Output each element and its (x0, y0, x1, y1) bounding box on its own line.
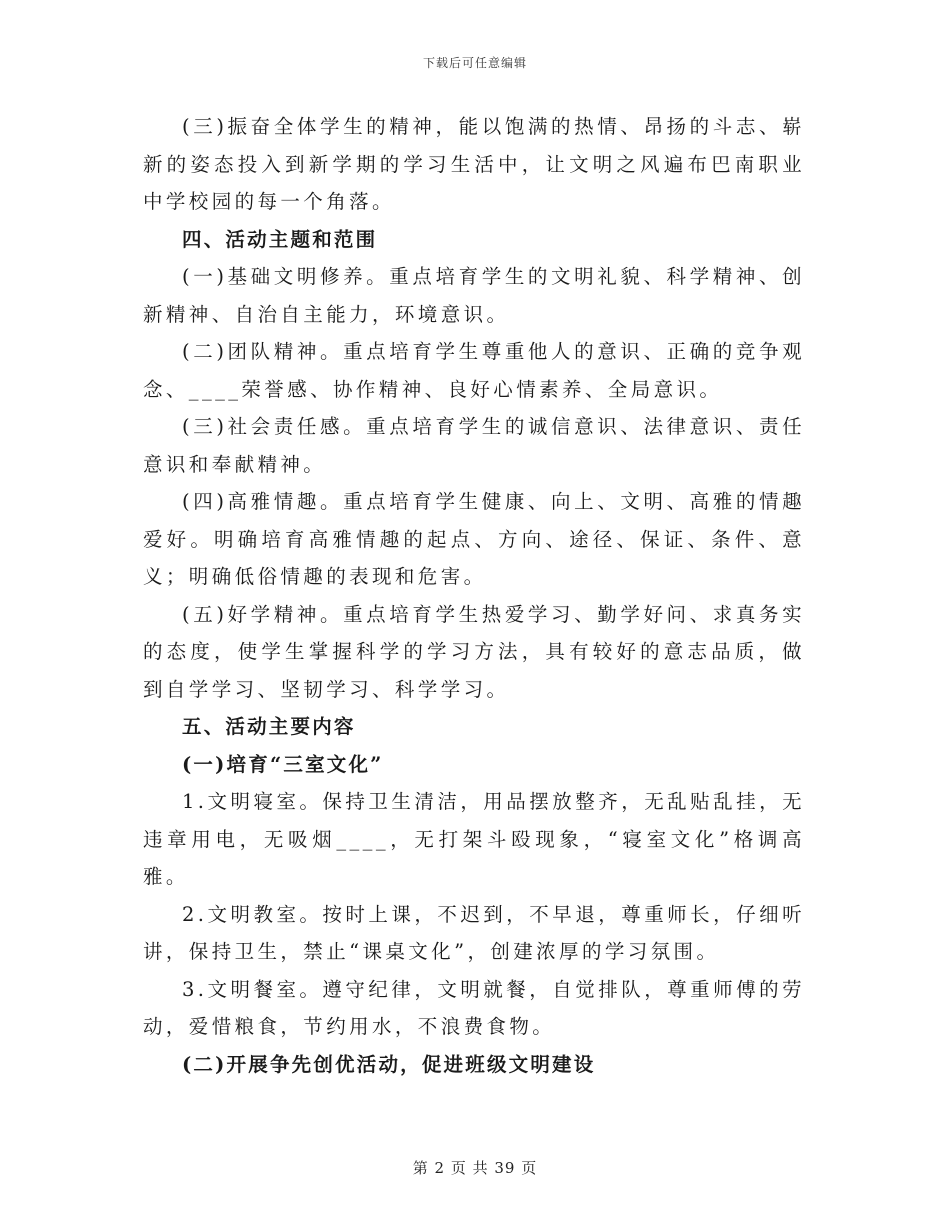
page-header: 下载后可任意编辑 (422, 56, 527, 70)
section-heading: 四、活动主题和范围 (182, 227, 378, 251)
paragraph: (四)高雅情趣。重点培育学生健康、向上、文明、高雅的情趣爱好。明确培育高雅情趣的起点、方向、途径、保证、条件、意义；明确低俗情趣的表现和危害。 (143, 490, 805, 588)
paragraph: (一)基础文明修养。重点培育学生的文明礼貌、科学精神、创新精神、自治自主能力，环境意识。 (143, 265, 805, 326)
paragraph: (二)团队精神。重点培育学生尊重他人的意识、正确的竞争观念、____荣誉感、协作精神、良好心情素养、全局意识。 (143, 340, 805, 401)
subsection-heading: (一)培育“三室文化” (182, 752, 384, 776)
paragraph: 2.文明教室。按时上课，不迟到，不早退，尊重师长，仔细听讲，保持卫生，禁止“课桌文化”，创建浓厚的学习氛围。 (143, 902, 805, 963)
paragraph: (三)振奋全体学生的精神，能以饱满的热情、昂扬的斗志、崭新的姿态投入到新学期的学习生活中，让文明之风遍布巴南职业中学校园的每一个角落。 (143, 115, 805, 213)
paragraph: 1.文明寝室。保持卫生清洁，用品摆放整齐，无乱贴乱挂，无违章用电，无吸烟____，无打架斗殴现象，“寝室文化”格调高雅。 (143, 790, 805, 888)
paragraph: (五)好学精神。重点培育学生热爱学习、勤学好问、求真务实的态度，使学生掌握科学的学习方法，具有较好的意志品质，做到自学学习、坚韧学习、科学学习。 (143, 602, 805, 701)
document-body (143, 108, 805, 1083)
paragraph: (三)社会责任感。重点培育学生的诚信意识、法律意识、责任意识和奉献精神。 (143, 415, 805, 476)
subsection-heading: (二)开展争先创优活动，促进班级文明建设 (182, 1052, 596, 1076)
page-footer: 第 2 页 共 39 页 (412, 1159, 538, 1177)
section-heading: 五、活动主要内容 (182, 715, 356, 738)
paragraph: 3.文明餐室。遵守纪律，文明就餐，自觉排队，尊重师傅的劳动，爱惜粮食，节约用水，不浪费食物。 (143, 977, 805, 1038)
